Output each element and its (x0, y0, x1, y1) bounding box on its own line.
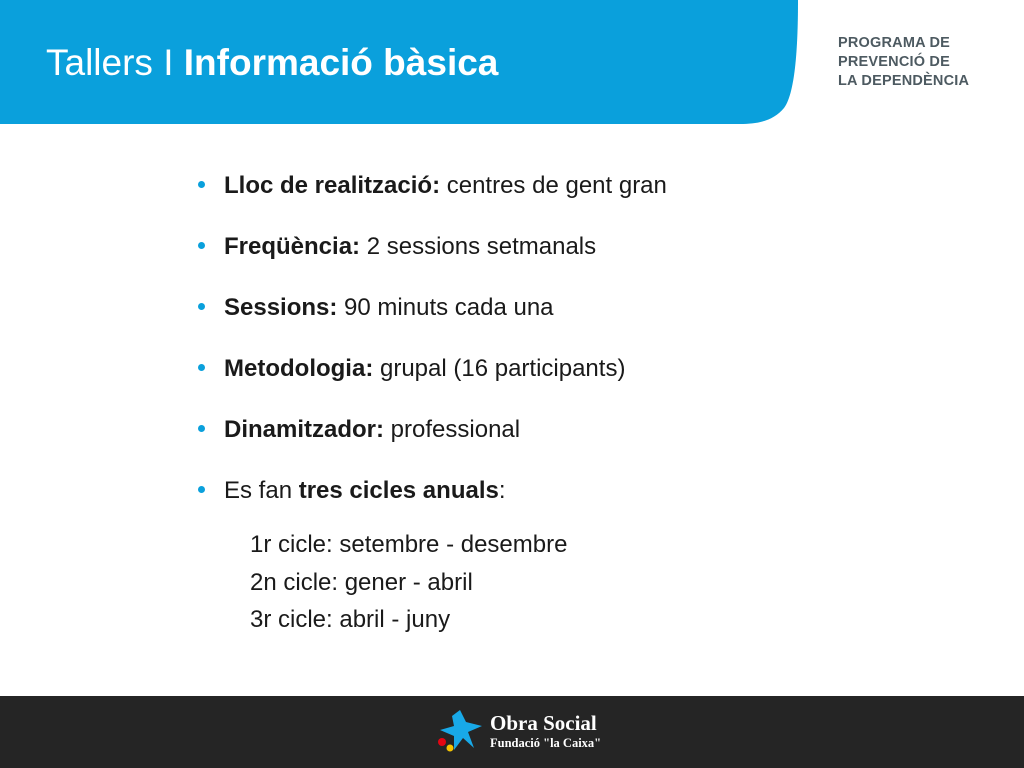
list-item-pre: Es fan (224, 477, 299, 504)
title-bold: Informació bàsica (183, 42, 499, 83)
bullet-dot-icon (198, 181, 205, 188)
bullet-dot-icon (198, 364, 205, 371)
list-item-value: 90 minuts cada una (337, 294, 554, 321)
list-item-text (224, 288, 554, 328)
cycle-item: 2n cicle: gener - abril (250, 568, 473, 596)
program-label-line: PROGRAMA DE (838, 35, 951, 51)
list-item-label: tres cicles anuals (298, 477, 499, 504)
cycle-list (250, 526, 567, 639)
bullet-dot-icon (198, 242, 205, 249)
cycle-item: 3r cicle: abril - juny (250, 606, 451, 633)
title-regular: Tallers I (46, 42, 184, 83)
org-name: Obra Social (490, 711, 597, 735)
list-item-text (224, 471, 506, 511)
org-subtitle: Fundació "la Caixa" (490, 736, 602, 750)
list-item-value: professional (384, 416, 521, 443)
program-label-line: LA DEPENDÈNCIA (838, 73, 970, 89)
list-item-label: Freqüència: (224, 233, 361, 260)
list-item-value: grupal (16 participants) (373, 355, 626, 382)
page-title (46, 42, 498, 84)
list-item-text (224, 349, 625, 389)
list-item-text (224, 410, 520, 450)
bullet-dot-icon (198, 486, 205, 493)
program-label (838, 34, 1008, 91)
list-item-value: 2 sessions setmanals (360, 233, 597, 260)
list-item-label: Metodologia: (224, 355, 374, 382)
cycle-item: 1r cicle: setembre - desembre (250, 531, 568, 558)
list-item-label: Dinamitzador: (224, 416, 385, 443)
list-item-text (224, 166, 667, 206)
list-item-value: : (498, 477, 506, 504)
list-item-label: Sessions: (224, 294, 338, 321)
list-item-text (224, 227, 596, 267)
bullet-dot-icon (198, 303, 205, 310)
bullet-dot-icon (198, 425, 205, 432)
program-label-line: PREVENCIÓ DE (838, 54, 950, 70)
list-item-value: centres de gent gran (440, 172, 667, 199)
list-item-label: Lloc de realització: (224, 172, 441, 199)
